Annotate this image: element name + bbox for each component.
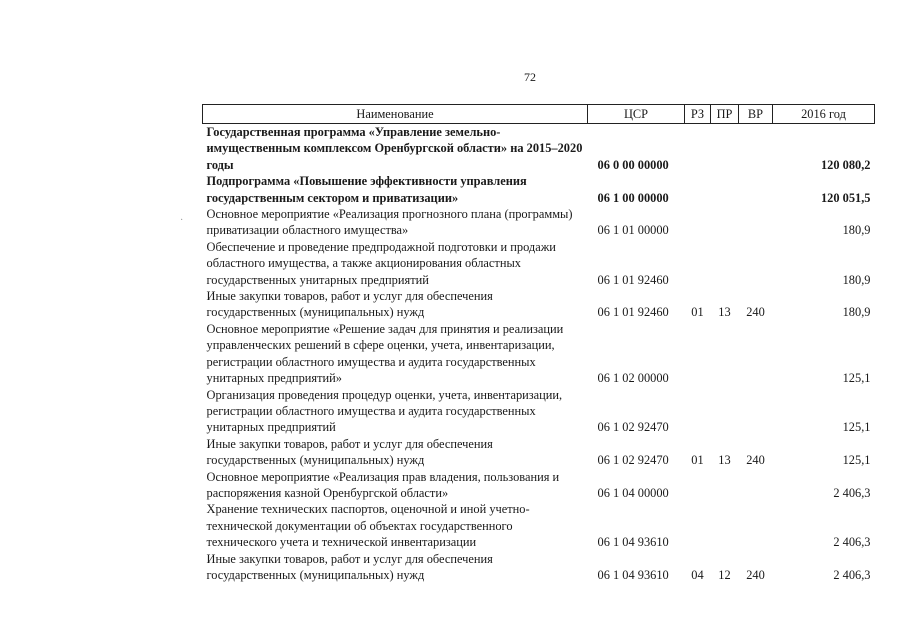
row-vr: 240 (746, 567, 765, 582)
row-csr: 06 1 04 00000 (597, 485, 669, 500)
row-name: Иные закупки товаров, работ и услуг для обеспечения государственных (муниципальных) нужд (206, 551, 493, 582)
row-rz (685, 387, 711, 436)
row-rz (685, 321, 711, 387)
row-vr (739, 206, 773, 239)
row-csr: 06 1 00 00000 (597, 190, 669, 205)
table-header-row (203, 105, 875, 124)
table-row (203, 436, 875, 469)
row-vr (739, 124, 773, 174)
row-rz: 04 (691, 567, 704, 582)
row-vr (739, 501, 773, 550)
header-rz: РЗ (685, 105, 711, 124)
row-name: Подпрограмма «Повышение эффективности управления государственным сектором и приватизации» (206, 174, 527, 205)
table-row (203, 321, 875, 387)
row-csr: 06 0 00 00000 (597, 157, 669, 172)
row-vr (739, 387, 773, 436)
row-csr: 06 1 02 00000 (597, 371, 669, 386)
row-amount: 125,1 (842, 371, 871, 386)
row-csr: 06 1 02 92470 (597, 453, 669, 468)
row-name: Государственная программа «Управление земельно-имущественным комплексом Оренбургской области» на 2015–2020 годы (206, 125, 583, 172)
row-amount: 125,1 (842, 453, 871, 468)
header-csr: ЦСР (588, 105, 685, 124)
row-name: Основное мероприятие «Реализация прогнозного плана (программы) приватизации областного имущества» (206, 207, 573, 238)
row-name: Хранение технических паспортов, оценочной и иной учетно-технической документации об объектах государственного технического учета и технической инвентаризации (206, 502, 530, 550)
row-amount: 120 080,2 (820, 157, 871, 172)
row-pr: 13 (718, 305, 731, 320)
row-rz: 01 (691, 305, 704, 320)
table-row (203, 239, 875, 288)
row-name: Основное мероприятие «Реализация прав владения, пользования и распоряжения казной Оренбургской области» (206, 469, 560, 500)
row-rz (685, 206, 711, 239)
row-csr: 06 1 01 92460 (597, 305, 669, 320)
row-amount: 2 406,3 (833, 485, 871, 500)
row-name: Обеспечение и проведение предпродажной подготовки и продажи областного имущества, а также акционирования областных государственных унитарных предприятий (206, 239, 556, 287)
table-row (203, 551, 875, 584)
row-pr: 13 (718, 453, 731, 468)
row-rz: 01 (691, 453, 704, 468)
row-vr (739, 321, 773, 387)
row-pr (711, 239, 739, 288)
row-csr: 06 1 04 93610 (597, 567, 669, 582)
row-csr: 06 1 01 92460 (597, 272, 669, 287)
table-row (203, 206, 875, 239)
row-rz (685, 469, 711, 502)
row-csr: 06 1 02 92470 (597, 420, 669, 435)
budget-table-container (202, 104, 874, 583)
row-pr (711, 321, 739, 387)
row-rz (685, 501, 711, 550)
row-name: Иные закупки товаров, работ и услуг для обеспечения государственных (муниципальных) нужд (206, 289, 493, 320)
header-name: Наименование (203, 105, 588, 124)
table-row (203, 387, 875, 436)
header-pr: ПР (711, 105, 739, 124)
row-pr (711, 124, 739, 174)
table-row (203, 124, 875, 174)
row-rz (685, 173, 711, 206)
row-pr (711, 469, 739, 502)
row-amount: 120 051,5 (820, 190, 871, 205)
table-row (203, 173, 875, 206)
row-vr (739, 239, 773, 288)
row-amount: 2 406,3 (833, 535, 871, 550)
budget-table (202, 104, 875, 583)
row-name: Организация проведения процедур оценки, учета, инвентаризации, регистрации областного имущества и аудита государственных унитарных предприятий (206, 387, 563, 435)
header-vr: ВР (739, 105, 773, 124)
row-pr (711, 173, 739, 206)
row-amount: 180,9 (842, 223, 871, 238)
row-rz (685, 239, 711, 288)
table-row (203, 501, 875, 550)
row-vr (739, 469, 773, 502)
row-csr: 06 1 04 93610 (597, 535, 669, 550)
row-name: Иные закупки товаров, работ и услуг для обеспечения государственных (муниципальных) нужд (206, 436, 493, 468)
row-amount: 125,1 (842, 420, 871, 435)
row-vr: 240 (746, 305, 765, 320)
row-amount: 2 406,3 (833, 567, 871, 582)
row-amount: 180,9 (842, 305, 871, 320)
row-pr (711, 206, 739, 239)
row-vr: 240 (746, 453, 765, 468)
table-row (203, 469, 875, 502)
header-year: 2016 год (773, 105, 875, 124)
row-amount: 180,9 (842, 272, 871, 287)
margin-mark: · (180, 215, 184, 226)
row-pr: 12 (718, 567, 731, 582)
row-rz (685, 124, 711, 174)
table-row (203, 288, 875, 321)
row-name: Основное мероприятие «Решение задач для принятия и реализации управленческих решений в сфере оценки, учета, инвентаризации, регистрации областного имущества и аудита государственных унитарных предприятий» (206, 321, 564, 386)
page-number: 72 (524, 70, 536, 84)
row-pr (711, 501, 739, 550)
row-vr (739, 173, 773, 206)
row-pr (711, 387, 739, 436)
row-csr: 06 1 01 00000 (597, 223, 669, 238)
